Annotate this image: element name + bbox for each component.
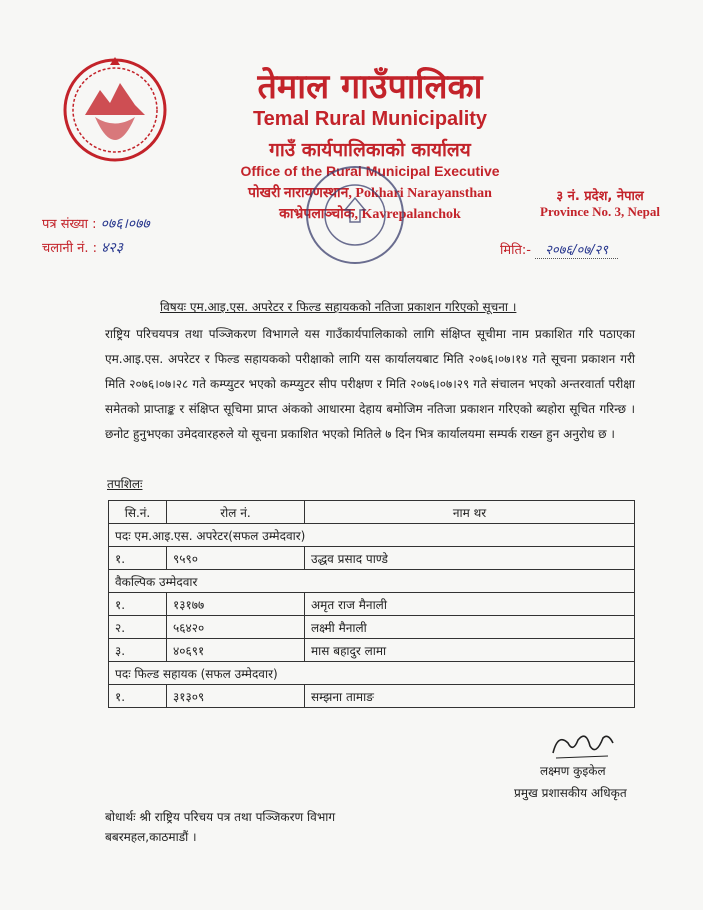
office-stamp	[300, 160, 410, 270]
patra-label: पत्र संख्या :	[42, 217, 97, 232]
province-english: Province No. 3, Nepal	[540, 204, 660, 219]
section-mis-operator: पदः एम.आइ.एस. अपरेटर(सफल उम्मेदवार)	[109, 524, 635, 547]
details-label: तपशिलः	[107, 477, 143, 491]
cc-line-1: बोधार्थः श्री राष्ट्रिय परिचय पत्र तथा पञ्जिकरण विभाग	[105, 810, 336, 824]
cell-roll: ४०६९१	[167, 639, 305, 662]
table-row	[109, 593, 635, 616]
cell-roll: ५६४२०	[167, 616, 305, 639]
cell-roll: ९५९०	[167, 547, 305, 570]
section-alternate: वैकल्पिक उम्मेदवार	[109, 570, 635, 593]
cell-name: मास बहादुर लामा	[305, 639, 635, 662]
handwritten-signature	[548, 728, 618, 762]
patra-sankhya	[42, 214, 150, 233]
cell-name: लक्ष्मी मैनाली	[305, 616, 635, 639]
table-row	[109, 616, 635, 639]
date-value: २०७६/०७/२९	[535, 243, 618, 259]
results-table	[108, 500, 635, 708]
municipality-title-nepali: तेमाल गाउँपालिका	[257, 67, 483, 107]
subject-line: विषयः एम.आइ.एस. अपरेटर र फिल्ड सहायकको नतिजा प्रकाशन गरिएको सूचना ।	[160, 300, 517, 314]
patra-value: ०७६।०७७	[100, 216, 150, 232]
section-row	[109, 570, 635, 593]
cell-roll: ३१३०९	[167, 685, 305, 708]
chalani-number	[42, 238, 123, 257]
col-header-name: नाम थर	[305, 501, 635, 524]
address-line-1: पोखरी नारायणस्थान, Pokhari Narayansthan	[248, 186, 492, 201]
cell-roll: १३१७७	[167, 593, 305, 616]
province-nepali: ३ नं. प्रदेश, नेपाल	[556, 189, 644, 204]
cc-line-2: बबरमहल,काठमाडौं ।	[105, 830, 197, 844]
table-header-row	[109, 501, 635, 524]
signatory-name: लक्ष्मण कुइकेल	[540, 764, 606, 778]
signatory-title: प्रमुख प्रशासकीय अधिकृत	[514, 786, 627, 800]
table-row	[109, 685, 635, 708]
cell-sn: १.	[109, 547, 167, 570]
chalani-value: ४२३	[101, 240, 123, 256]
cell-name: उद्धव प्रसाद पाण्डे	[305, 547, 635, 570]
cell-sn: २.	[109, 616, 167, 639]
section-row	[109, 662, 635, 685]
cell-sn: १.	[109, 685, 167, 708]
cell-sn: १.	[109, 593, 167, 616]
nepal-emblem-logo	[60, 55, 170, 165]
notice-body: राष्ट्रिय परिचयपत्र तथा पञ्जिकरण विभागले यस गाउँकार्यपालिकाको लागि संक्षिप्त सूचीमा नाम प्रकाशित गरि पठाएका एम.आइ.एस. अपरेटर र फिल्ड सहायकको परीक्षाको लागि यस कार्यालयबाट मिति २०७६।०७।१४ गते सूचना प्रकाशन गरी मिति २०७६।०७।२८ गते कम्प्युटर भएको कम्प्युटर सीप परीक्षण र मिति २०७६।०७।२९ गते संचालन भएको अन्तरवार्ता परीक्षा समेतको प्राप्ताङ्क र संक्षिप्त सूचिमा प्राप्त अंकको आधारमा देहाय बमोजिम नतिजा प्रकाशन गरिएको ब्यहोरा सूचित गरिन्छ । छनोट हुनुभएका उमेदवारहरुले यो सूचना प्रकाशित भएको मितिले ७ दिन भित्र कार्यालयमा सम्पर्क राख्न हुन अनुरोध छ ।	[105, 327, 635, 441]
office-title-english: Office of the Rural Municipal Executive	[240, 163, 500, 179]
cell-name: अमृत राज मैनाली	[305, 593, 635, 616]
office-title-nepali: गाउँ कार्यपालिकाको कार्यालय	[269, 139, 471, 161]
municipality-title-english: Temal Rural Municipality	[252, 108, 488, 130]
cell-name: सम्झना तामाङ	[305, 685, 635, 708]
date	[500, 240, 618, 258]
col-header-sn: सि.नं.	[109, 501, 167, 524]
table-row	[109, 639, 635, 662]
col-header-roll: रोल नं.	[167, 501, 305, 524]
date-label: मिति:-	[500, 243, 531, 258]
section-field-assistant: पदः फिल्ड सहायक (सफल उम्मेदवार)	[109, 662, 635, 685]
address-line-2: काभ्रेपलाञ्चोक, Kavrepalanchok	[279, 207, 461, 222]
chalani-label: चलानी नं. :	[42, 241, 98, 256]
cell-sn: ३.	[109, 639, 167, 662]
section-row	[109, 524, 635, 547]
table-row	[109, 547, 635, 570]
